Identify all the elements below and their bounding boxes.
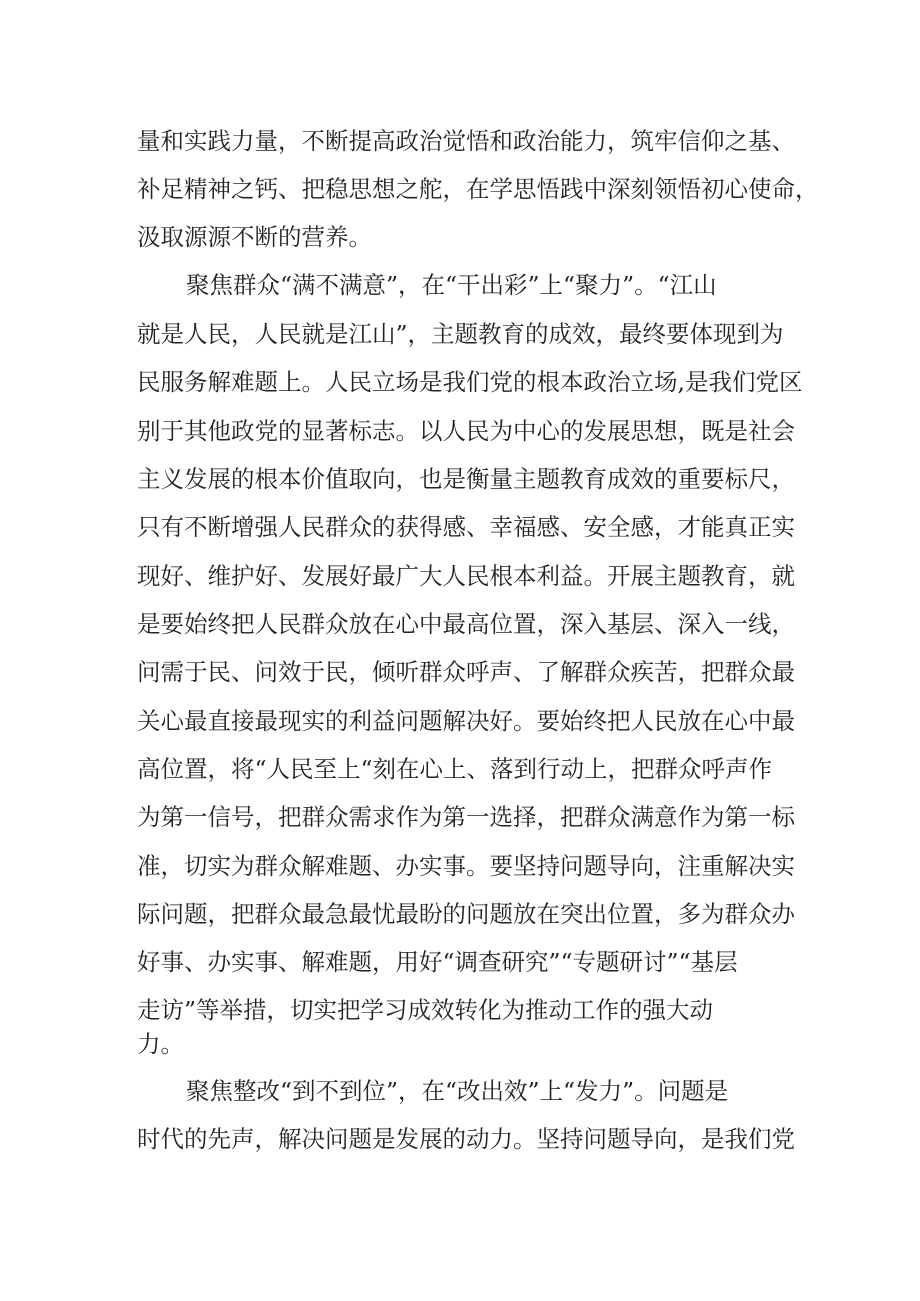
text-line: 补足精神之钙、把稳思想之舵，在学思悟践中深刻领悟初心使命，: [137, 175, 819, 203]
text-line: 就是人民，人民就是江山”，主题教育的成效，最终要体现到为: [137, 320, 784, 348]
text-line: 主义发展的根本价值取向，也是衡量主题教育成效的重要标尺，: [137, 465, 795, 493]
text-line: 问需于民、问效于民，倾听群众呼声、了解群众疾苦，把群众最: [137, 658, 795, 686]
text-line: 走访”等举措，切实把学习成效转化为推动工作的强大动: [137, 996, 714, 1024]
text-line: 准，切实为群众解难题、办实事。要坚持问题导向，注重解决实: [137, 852, 795, 880]
text-line: 好事、办实事、解难题，用好“调查研究”“专题研讨”“基层: [137, 948, 738, 976]
text-line: 是要始终把人民群众放在心中最高位置，深入基层、深入一线，: [137, 610, 795, 638]
text-line: 际问题，把群众最急最忧最盼的问题放在突出位置，多为群众办: [137, 900, 795, 928]
text-line: 只有不断增强人民群众的获得感、幸福感、安全感，才能真正实: [137, 513, 795, 541]
text-line: 为第一信号，把群众需求作为第一选择，把群众满意作为第一标: [137, 803, 795, 831]
text-line: 别于其他政党的显著标志。以人民为中心的发展思想，既是社会: [137, 417, 795, 445]
text-line: 关心最直接最现实的利益问题解决好。要始终把人民放在心中最: [137, 707, 795, 735]
text-line: 时代的先声，解决问题是发展的动力。坚持问题导向，是我们党: [137, 1125, 795, 1153]
text-line: 量和实践力量，不断提高政治觉悟和政治能力，筑牢信仰之基、: [137, 127, 795, 155]
paragraph-start-line: 聚焦群众“满不满意”，在“干出彩”上“聚力”。“江山: [186, 271, 717, 299]
text-line: 汲取源源不断的营养。: [137, 223, 372, 251]
paragraph-start-line: 聚焦整改“到不到位”，在“改出效”上“发力”。问题是: [186, 1077, 729, 1105]
text-line: 高位置，将“人民至上“刻在心上、落到行动上，把群众呼声作: [137, 755, 773, 783]
text-line: 民服务解难题上。人民立场是我们党的根本政治立场,是我们党区: [137, 368, 803, 396]
text-line: 现好、维护好、发展好最广大人民根本利益。开展主题教育，就: [137, 562, 795, 590]
text-line: 力。: [137, 1030, 184, 1058]
